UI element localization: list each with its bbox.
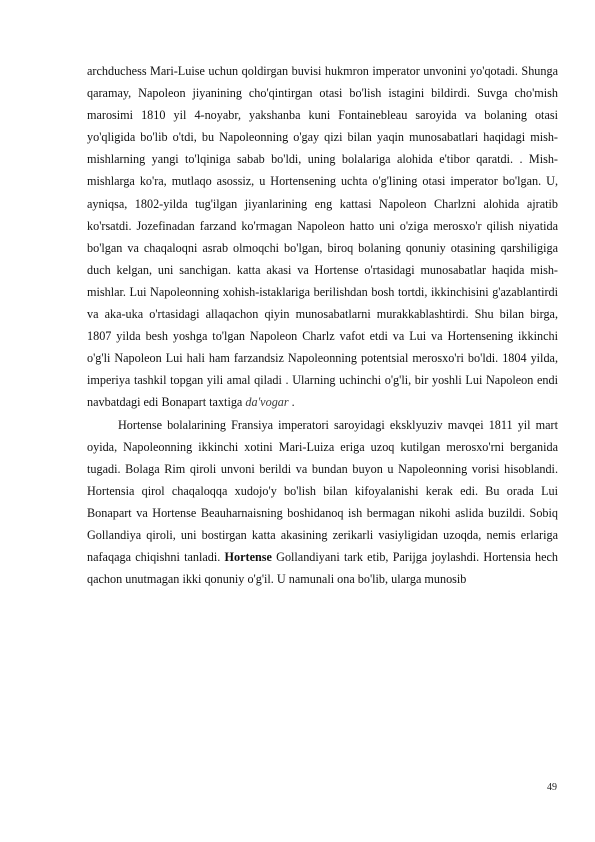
paragraph-2-text-b: Gollandiyani tark etib, Parijga joylashdi. Hortensia hech qachon unutmagan ikki qonuniy o'g'il. U namunali ona bo'lib, ularga munosib bbox=[87, 550, 558, 587]
page-number: 49 bbox=[547, 782, 557, 793]
paragraph-2 bbox=[87, 414, 558, 591]
paragraph-1-tail: . bbox=[288, 395, 295, 410]
document-body bbox=[87, 60, 558, 590]
italic-term: da'vogar bbox=[245, 395, 289, 410]
paragraph-1 bbox=[87, 60, 558, 414]
paragraph-1-text: archduchess Mari-Luise uchun qoldirgan buvisi hukmron imperator unvonini yo'qotadi. Shunga qaramay, Napoleon jiyanining cho'qintirgan otasi bo'lish istagini bildirdi. Suvga cho'mish marosimi 1810 yil 4-noyabr, yakshanba kuni Fontainebleau saroyida va bolaning otasi yo'qligida bo'lib o'tdi, bu Napoleonning o'gay qizi bilan yaqin munosabatlari haqidagi mish-mishlarning yangi to'lqiniga sabab bo'ldi, uning bolalariga alohida e'tibor qaratdi. . Mish-mishlarga ko'ra, mutlaqo asossiz, u Hortensening uchta o'g'lining otasi imperator bo'lgan. U, ayniqsa, 1802-yilda tug'ilgan jiyanlarining eng kattasi Napoleon Charlzni alohida ajratib ko'rsatdi. Jozefinadan farzand ko'rmagan Napoleon hatto uni o'ziga merosxo'r qilish niyatida bo'lgan va chaqaloqni asrab olmoqchi bo'lgan, biroq bolaning qonuniy otasining qarshiligiga duch kelgan, uni sanchigan. katta akasi va Hortense o'rtasidagi munosabatlar haqida mish-mishlar. Lui Napoleonning xohish-istaklariga berilishdan bosh tortdi, ikkinchisini g'azablantirdi va aka-uka o'rtasidagi allaqachon qiyin munosabatlarni murakkablashtirdi. Shu bilan birga, 1807 yilda besh yoshga to'lgan Napoleon Charlz vafot etdi va Lui va Hortensening ikkinchi o'g'li Napoleon Lui hali ham farzandsiz Napoleonning potentsial merosxo'ri bo'ldi. 1804 yilda, imperiya tashkil topgan yili amal qiladi . Ularning uchinchi o'g'li, bir yoshli Lui Napoleon endi navbatdagi edi Bonapart taxtiga bbox=[87, 64, 558, 410]
paragraph-2-text-a: Hortense bolalarining Fransiya imperatori saroyidagi eksklyuziv mavqei 1811 yil mart oyida, Napoleonning ikkinchi xotini Mari-Luiza eriga uzoq kutilgan merosxo'rni berganida tugadi. Bolaga Rim qiroli unvoni berildi va bundan buyon u Napoleonning vorisi hisoblandi. Hortensia qirol chaqaloqqa xudojo'y bo'lish bilan kifoyalanishi kerak edi. Bu orada Lui Bonapart va Hortense Beauharnaisning boshidanoq ish bermagan nikohi aslida buzildi. Sobiq Gollandiya qiroli, uni bostirgan katta akasining zerikarli vasiyligidan uzoqda, nemis erlariga nafaqaga chiqishni tanladi. bbox=[87, 417, 558, 565]
bold-term: Hortense bbox=[224, 550, 272, 565]
